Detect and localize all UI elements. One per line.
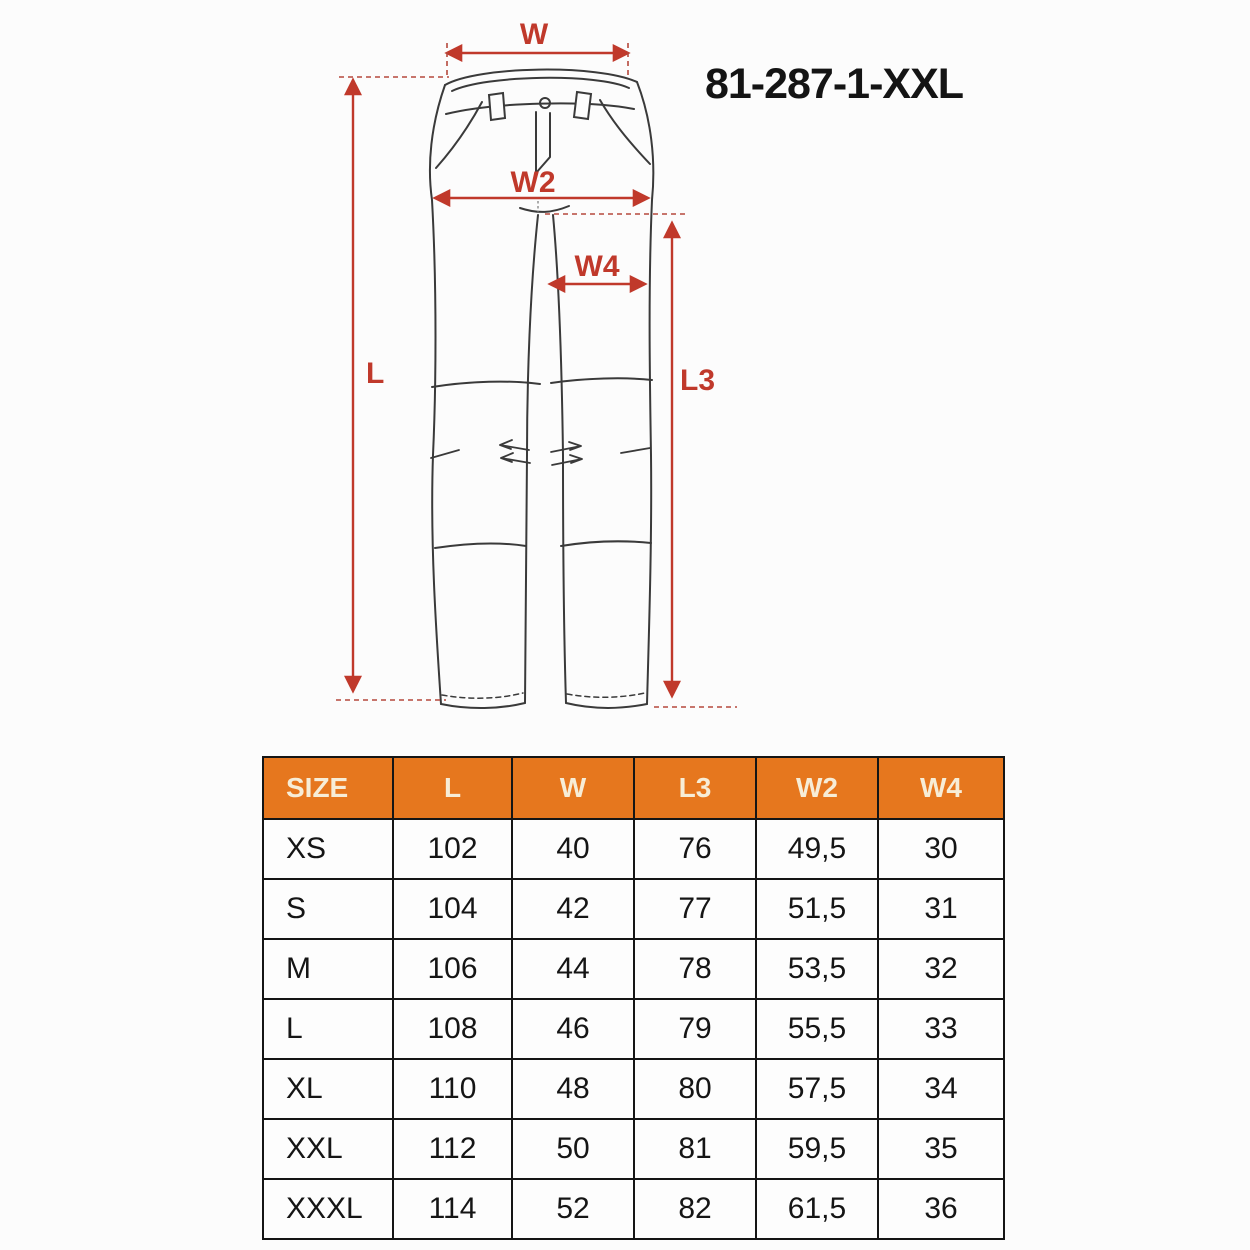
table-cell: 61,5 [756,1179,878,1239]
table-cell: 35 [878,1119,1004,1179]
table-cell: 57,5 [756,1059,878,1119]
table-cell: 50 [512,1119,634,1179]
column-header-l: L [393,757,512,819]
table-cell-size: S [263,879,393,939]
table-cell: 34 [878,1059,1004,1119]
belt-loop-left [489,93,505,120]
table-cell: 104 [393,879,512,939]
column-header-w2: W2 [756,757,878,819]
pocket-right [600,100,650,164]
column-header-w4: W4 [878,757,1004,819]
table-cell: 55,5 [756,999,878,1059]
dim-label-w2: W2 [510,166,556,199]
inseam-right [553,215,566,703]
product-code: 81-287-1-XXL [704,60,964,108]
table-cell: 79 [634,999,756,1059]
column-header-size: SIZE [263,757,393,819]
table-row [263,819,1004,879]
table-cell: 80 [634,1059,756,1119]
table-cell-size: XXL [263,1119,393,1179]
table-cell: 112 [393,1119,512,1179]
table-cell: 77 [634,879,756,939]
table-row [263,999,1004,1059]
hem-stitch-right [567,693,645,697]
table-cell-size: M [263,939,393,999]
size-table [262,756,1005,1240]
table-cell: 76 [634,819,756,879]
table-cell-size: L [263,999,393,1059]
table-cell: 108 [393,999,512,1059]
table-cell: 44 [512,939,634,999]
table-cell: 32 [878,939,1004,999]
crotch-seam [520,206,569,212]
table-cell: 31 [878,879,1004,939]
table-cell-size: XS [263,819,393,879]
table-cell: 46 [512,999,634,1059]
table-cell: 102 [393,819,512,879]
column-header-l3: L3 [634,757,756,819]
table-cell: 33 [878,999,1004,1059]
knee-darts [431,440,650,465]
knee-seam-upper-right [551,378,652,383]
dim-label-l: L [366,357,385,390]
table-cell: 114 [393,1179,512,1239]
table-cell: 82 [634,1179,756,1239]
waist-inner-edge [452,78,629,91]
table-cell: 59,5 [756,1119,878,1179]
table-cell: 49,5 [756,819,878,879]
table-cell: 30 [878,819,1004,879]
table-cell: 42 [512,879,634,939]
table-row [263,1179,1004,1239]
table-row [263,1059,1004,1119]
knee-seam-lower-left [435,544,526,548]
size-table-header-row [263,757,1004,819]
table-cell-size: XXXL [263,1179,393,1239]
belt-loop-right [574,92,591,119]
table-cell: 53,5 [756,939,878,999]
hem-right [566,703,647,708]
table-cell-size: XL [263,1059,393,1119]
table-cell: 48 [512,1059,634,1119]
table-cell: 110 [393,1059,512,1119]
table-row [263,879,1004,939]
table-cell: 52 [512,1179,634,1239]
outseam-left [430,85,445,704]
knee-seam-lower-right [561,541,651,546]
outseam-right [637,82,653,704]
table-cell: 36 [878,1179,1004,1239]
dim-label-w4: W4 [574,250,620,283]
knee-seam-upper-left [432,382,540,387]
table-row [263,1119,1004,1179]
table-cell: 51,5 [756,879,878,939]
inseam-left [525,215,538,703]
hem-stitch-left [442,693,523,698]
column-header-w: W [512,757,634,819]
dim-label-l3: L3 [680,364,716,397]
table-cell: 40 [512,819,634,879]
hem-left [441,703,525,708]
table-cell: 81 [634,1119,756,1179]
dim-label-w: W [519,18,549,51]
table-cell: 78 [634,939,756,999]
table-row [263,939,1004,999]
table-cell: 106 [393,939,512,999]
fly-stitch [536,112,550,173]
